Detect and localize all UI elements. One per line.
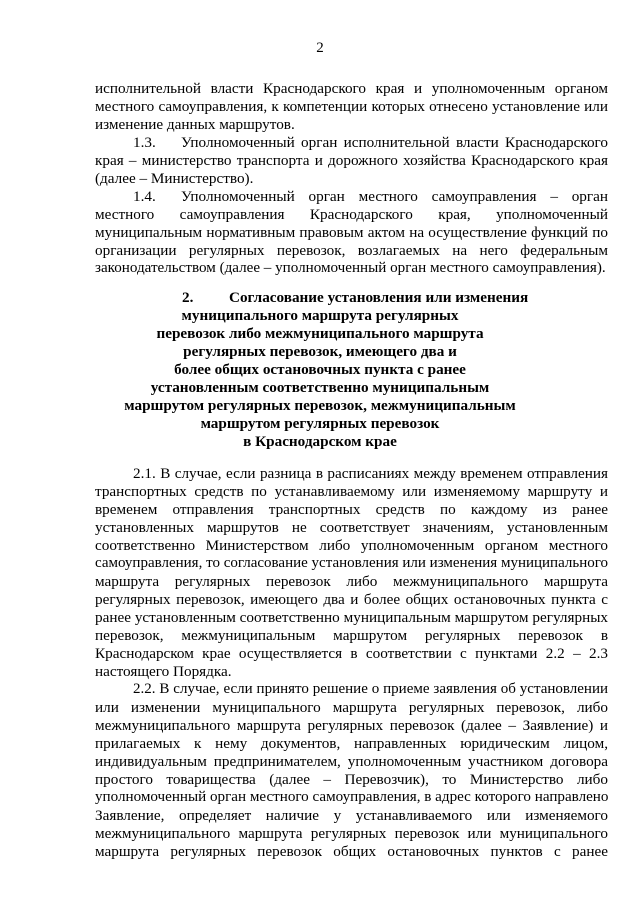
text-line: ранее установленным соответственно муниципальным маршрутом регулярных bbox=[95, 609, 608, 626]
text-line: организации регулярных перевозок, возлагаемых на него федеральным bbox=[95, 242, 608, 259]
text-line: Краснодарском крае осуществляется в соответствии с пунктами 2.2 – 2.3 bbox=[95, 645, 608, 662]
text-line: законодательством (далее – уполномоченный орган местного самоуправления). bbox=[95, 260, 606, 276]
section-heading-line: перевозок либо межмуниципального маршрута bbox=[156, 325, 484, 342]
page-number: 2 bbox=[316, 40, 324, 56]
section-heading-line: муниципального маршрута регулярных bbox=[181, 307, 459, 324]
section-heading-line: установленным соответственно муниципальным bbox=[150, 379, 490, 396]
text-line: или изменении муниципального маршрута регулярных перевозок, либо bbox=[95, 699, 608, 716]
text-line: 2.1. В случае, если разница в расписаниях между временем отправления bbox=[133, 465, 608, 482]
item-number: 1.4. bbox=[133, 188, 156, 205]
section-heading-line: маршрутом регулярных перевозок bbox=[200, 415, 440, 432]
text-line: изменение данных маршрутов. bbox=[95, 116, 295, 133]
text-line: края – министерство транспорта и дорожного хозяйства Краснодарского края bbox=[95, 152, 608, 169]
text-line: маршрута регулярных перевозок либо межмуниципального маршрута bbox=[95, 573, 608, 590]
text-line: (далее – Министерство). bbox=[95, 170, 254, 187]
text-line: установленных маршрутов не соответствует значениям, установленным bbox=[95, 519, 608, 536]
text-line: индивидуальным предпринимателем, уполномоченным участником договора bbox=[95, 753, 608, 770]
text-line: перевозок, межмуниципальным маршрутом регулярных перевозок в bbox=[95, 627, 608, 644]
text-line: исполнительной власти Краснодарского края и уполномоченным органом bbox=[95, 80, 608, 97]
text-line: соответственно Министерством либо уполномоченным органом местного bbox=[95, 537, 608, 554]
section-heading-line: в Краснодарском крае bbox=[243, 433, 397, 450]
section-heading-line: регулярных перевозок, имеющего два и bbox=[183, 343, 457, 360]
text-line: маршрута регулярных перевозок общих остановочных пунктов с ранее bbox=[95, 843, 608, 860]
text-line: Заявление, определяет наличие у устанавливаемого или изменяемого bbox=[95, 807, 608, 824]
text-line: 2.2. В случае, если принято решение о приеме заявления об установлении bbox=[133, 681, 608, 697]
text-line: межмуниципального маршрута регулярных перевозок (далее – Заявление) и bbox=[95, 717, 608, 734]
text-line: транспортных средств по устанавливаемому или изменяемому маршруту и bbox=[95, 483, 608, 500]
text-line: регулярных перевозок, имеющего два и более общих остановочных пункта с bbox=[95, 591, 608, 608]
text-line: настоящего Порядка. bbox=[95, 663, 232, 680]
text-line: местного самоуправления, к компетенции которых отнесено установление или bbox=[95, 98, 608, 115]
section-heading-line: Согласование установления или изменения bbox=[229, 289, 529, 306]
section-heading-line: маршрутом регулярных перевозок, межмуниципальным bbox=[124, 397, 516, 414]
text-line: прилагаемых к нему документов, направленных юридическим лицом, bbox=[95, 735, 608, 752]
text-line: простого товарищества (далее – Перевозчик), то Министерство либо bbox=[95, 771, 608, 788]
text-line: межмуниципального маршрута регулярных перевозок или муниципального bbox=[95, 825, 608, 842]
text-line: Уполномоченный орган местного самоуправления – орган bbox=[181, 188, 608, 205]
item-number: 1.3. bbox=[133, 134, 156, 151]
text-line: Уполномоченный орган исполнительной власти Краснодарского bbox=[181, 134, 608, 151]
text-line: муниципальным нормативным правовым актом на осуществление функций по bbox=[95, 224, 608, 241]
text-line: самоуправления, то согласование установления или изменения муниципального bbox=[95, 555, 608, 571]
text-line: уполномоченный орган местного самоуправления, в адрес которого направлено bbox=[95, 789, 609, 805]
text-line: местного самоуправления Краснодарского края, уполномоченный bbox=[95, 206, 608, 223]
section-number: 2. bbox=[182, 289, 194, 306]
section-heading-line: более общих остановочных пункта с ранее bbox=[174, 361, 466, 378]
text-line: временем отправления транспортных средств по каждому из ранее bbox=[95, 501, 608, 518]
